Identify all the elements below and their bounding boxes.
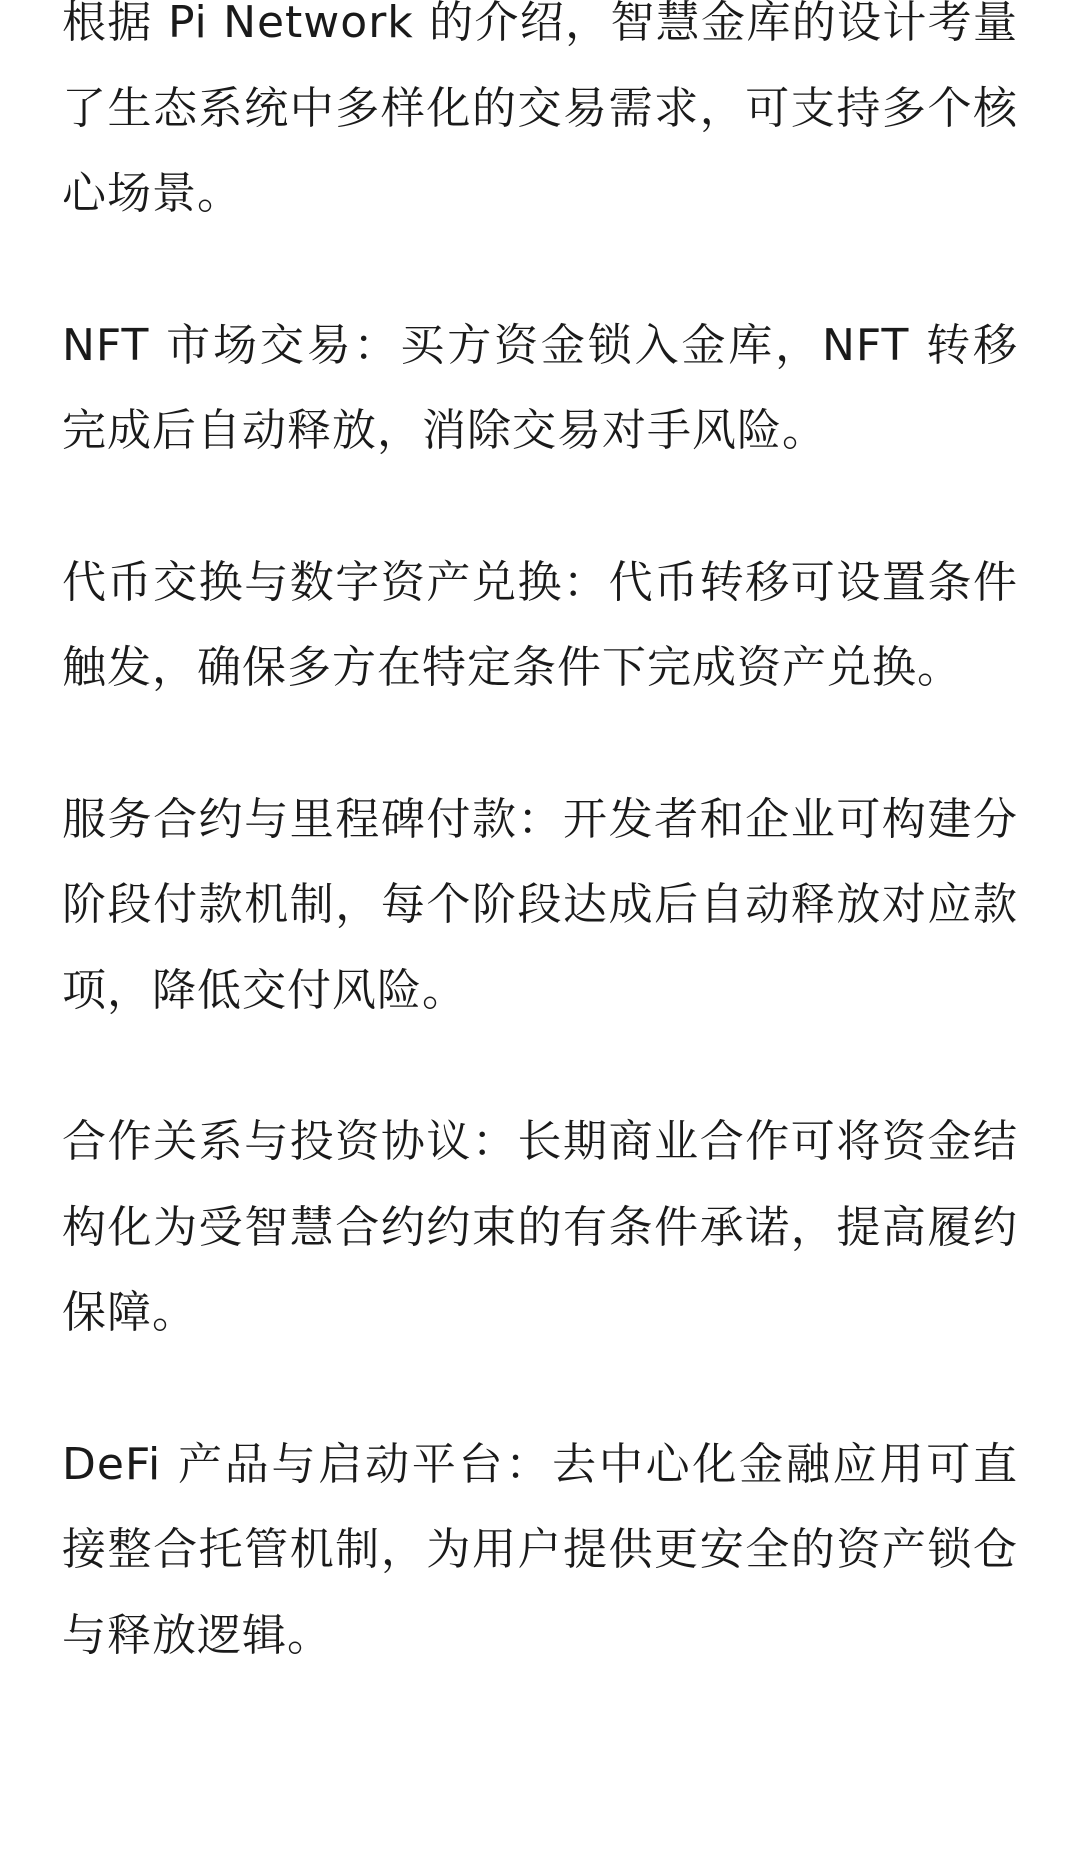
paragraph-nft-market: NFT 市场交易：买方资金锁入金库，NFT 转移完成后自动释放，消除交易对手风险。 xyxy=(62,319,1018,456)
paragraph-service-contract: 服务合约与里程碑付款：开发者和企业可构建分阶段付款机制，每个阶段达成后自动释放对应款项，降低交付风险。 xyxy=(62,793,1018,1016)
paragraph-intro: 根据 Pi Network 的介绍，智慧金库的设计考量了生态系统中多样化的交易需求，可支持多个核心场景。 xyxy=(62,0,1018,219)
paragraph-partnership: 合作关系与投资协议：长期商业合作可将资金结构化为受智慧合约约束的有条件承诺，提高履约保障。 xyxy=(62,1116,1018,1338)
paragraph-defi: DeFi 产品与启动平台：去中心化金融应用可直接整合托管机制，为用户提供更安全的资产锁仓与释放逻辑。 xyxy=(62,1438,1018,1661)
paragraph-token-exchange: 代币交换与数字资产兑换：代币转移可设置条件触发，确保多方在特定条件下完成资产兑换。 xyxy=(62,556,1018,693)
